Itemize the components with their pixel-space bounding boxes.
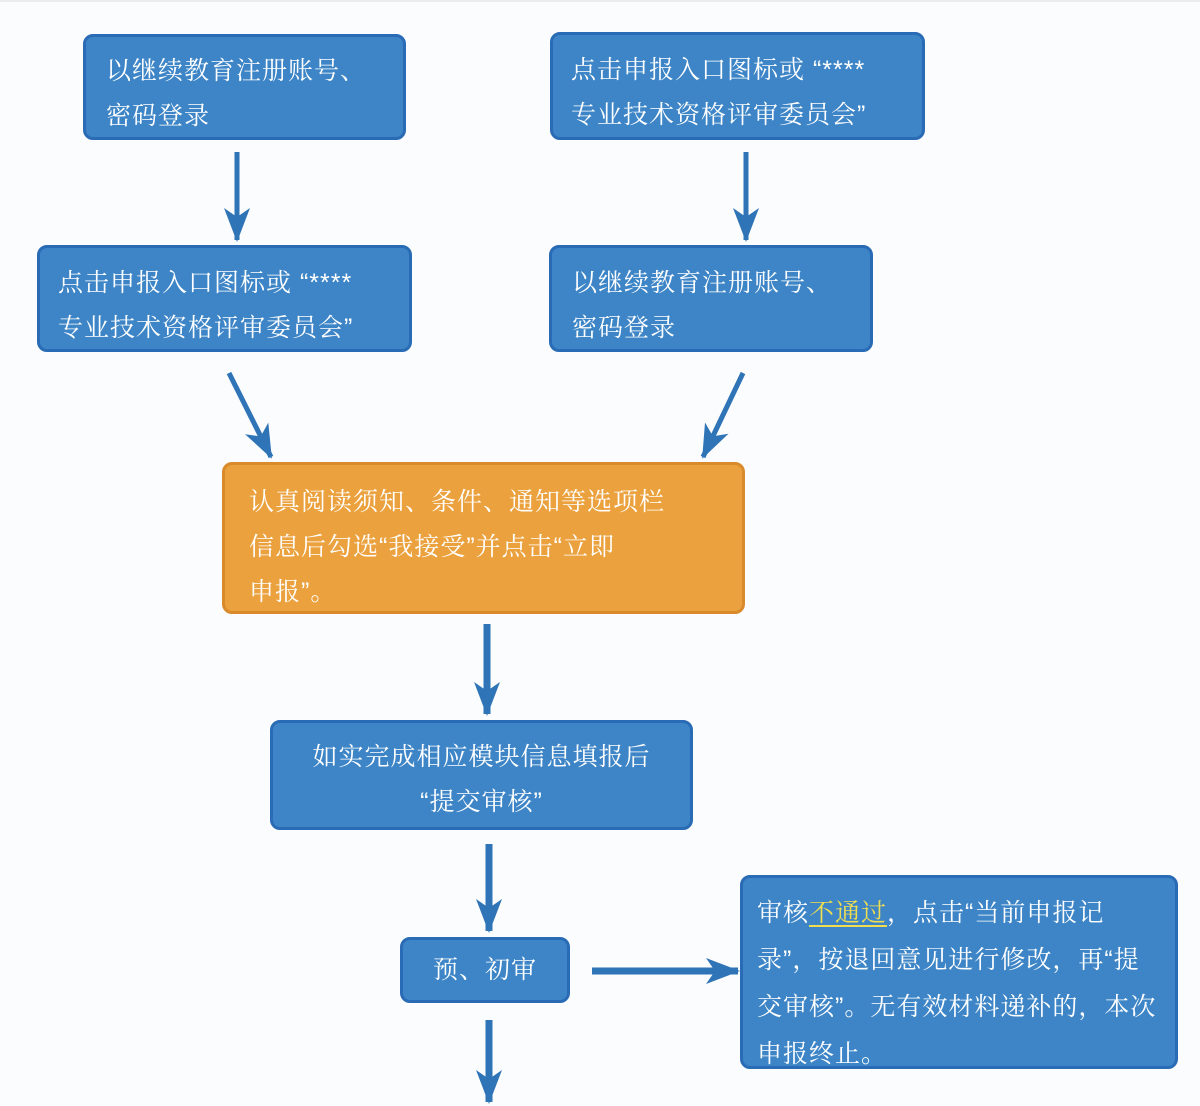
flow-node-login-top-left — [83, 34, 406, 140]
reject-text-normal: 审核 — [757, 899, 810, 927]
node-text: 预、初审 — [432, 956, 537, 984]
node-text-line: 以继续教育注册账号、 — [572, 269, 833, 297]
node-text-line: “提交审核” — [420, 788, 543, 816]
flow-node-review-rejected — [740, 875, 1178, 1069]
node-text-line: 以继续教育注册账号、 — [106, 57, 367, 85]
reject-text-highlight: 不通过 — [809, 899, 888, 927]
flow-node-accept-notice — [222, 462, 745, 614]
node-text-line: 认真阅读须知、条件、通知等选项栏 — [249, 488, 666, 516]
node-text-line: 专业技术资格评审委员会” — [58, 314, 354, 342]
reject-text-normal: ，点击“当前申报记录”，按退回意见进行修改，再“提交审核”。无有效材料递补的，本次申报终止。 — [757, 899, 1157, 1068]
arrow-midright-to-accept — [703, 373, 743, 457]
flow-node-entry-mid-left — [37, 245, 412, 352]
node-text-line: 点击申报入口图标或 “**** — [571, 56, 866, 84]
node-text-line: 点击申报入口图标或 “**** — [58, 269, 353, 297]
node-text-line: 申报”。 — [249, 578, 337, 606]
flow-node-fill-submit — [270, 720, 693, 830]
node-text-line: 密码登录 — [106, 102, 211, 130]
flow-node-entry-top-right — [550, 32, 925, 140]
node-text-line: 专业技术资格评审委员会” — [571, 101, 867, 129]
arrow-midleft-to-accept — [229, 373, 271, 457]
node-text-line: 密码登录 — [572, 314, 677, 342]
flow-node-pre-initial-review — [400, 937, 570, 1003]
node-text-line: 信息后勾选“我接受”并点击“立即 — [249, 533, 615, 561]
flow-node-login-mid-right — [549, 245, 873, 352]
node-text-line: 如实完成相应模块信息填报后 — [312, 743, 651, 771]
